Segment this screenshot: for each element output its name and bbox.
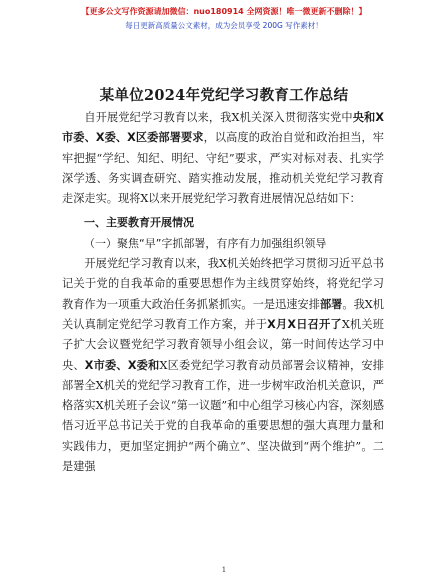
intro-text-c: ，以高度的政治自觉和政治担当，牢牢把握“学纪、知纪、明纪、守纪”要求，严实对标对表、扎实学深学透、务实调查研究、踏实推动发展，推动机关党纪学习教育走深走实。现将X以来开展党纪学习教育进展情况总结如下： bbox=[62, 131, 384, 206]
promo-banner-line1: 【更多公文写作资源请加微信：nuo180914 全网资源！唯一微更新不删除！】 bbox=[81, 7, 367, 16]
p2-text-c: 。我X机关认真制定党纪学习教育工作方案，并于 bbox=[62, 297, 384, 331]
section-heading-1: 一、主要教育开展情况 bbox=[84, 216, 194, 230]
p2-emphasis-2: X月X日召开了 bbox=[267, 317, 342, 331]
intro-emphasis: 央和X市委、X委、X区委部署要求 bbox=[62, 111, 384, 145]
intro-text-a: 自开展党纪学习教育以来，我X机关深入贯彻落实党中 bbox=[84, 111, 353, 124]
p2-text-e: X区委党纪学习教育动员部署会议精神，安排部署全X机关的党纪学习教育工作，进一步树牢政治机关意识，严格落实X机关班子会议“第一议题”和中心组学习核心内容，深刻感悟习近平总书记关于党的自我革命的重要思想的强大真理力量和实践伟力，更加坚定拥护“两个确立”、坚决做到“两个维护”。二是建强 bbox=[62, 358, 384, 474]
document-body bbox=[62, 108, 384, 477]
page-number: 1 bbox=[221, 566, 227, 574]
promo-banner-line2: 每日更新高质量公文素材，成为会员享受 200G 写作素材！ bbox=[125, 21, 323, 30]
body-paragraph-2 bbox=[62, 254, 384, 477]
p2-emphasis-1: 部署 bbox=[319, 297, 343, 311]
p2-text-d: X机关班子扩大会议暨党纪学习教育领导小组会议，第一时间传达学习中央、 bbox=[62, 317, 384, 372]
subsection-heading-1: （一）聚焦“早”字抓部署，有序有力加强组织领导 bbox=[84, 236, 327, 250]
p2-text-a: 开展党纪学习教育以来，我X机关始终把学习贯彻习近平总书记关于党的自我革命的重要思想作为主线贯穿始终，将党纪学习教育作为一项重大政治任务抓紧抓实。一是迅速安排 bbox=[62, 257, 384, 311]
p2-emphasis-3: X市委、X委和 bbox=[84, 358, 160, 372]
intro-paragraph bbox=[62, 108, 384, 209]
document-title: 某单位2024年党纪学习教育工作总结 bbox=[99, 87, 349, 104]
